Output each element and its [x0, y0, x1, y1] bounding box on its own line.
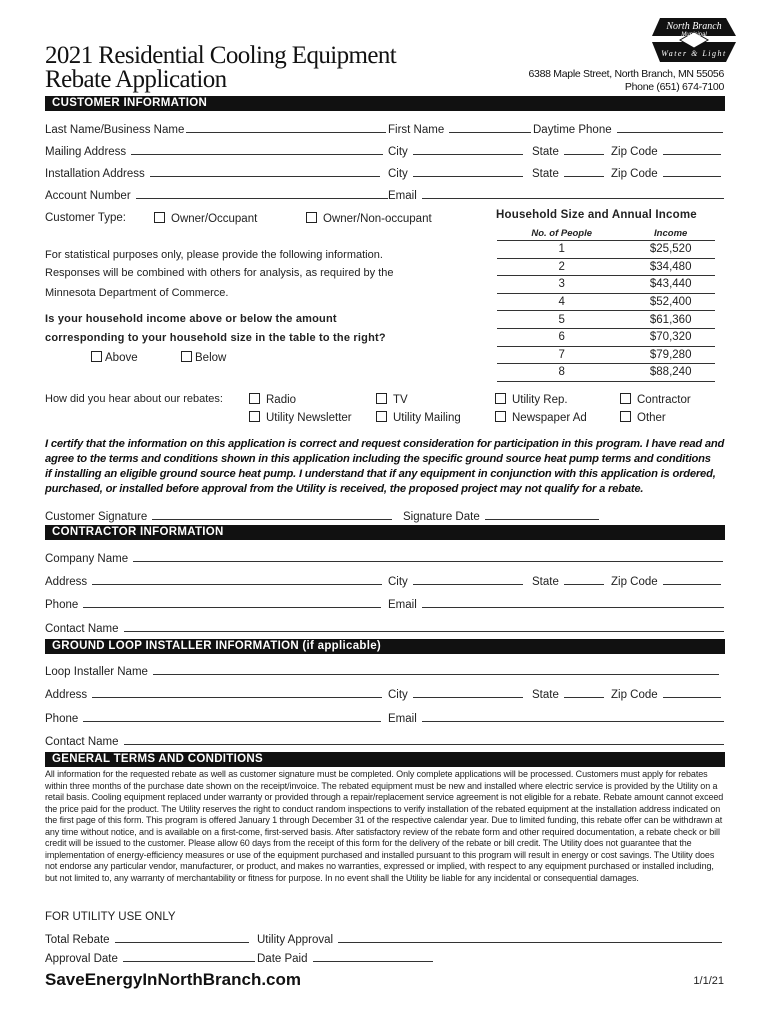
- contractor-city-field[interactable]: [388, 573, 523, 588]
- email-label: Email: [388, 599, 417, 611]
- income-cell: $43,440: [626, 276, 715, 294]
- people-cell: 7: [497, 346, 626, 364]
- form-title: [45, 44, 396, 92]
- above-option[interactable]: [91, 351, 138, 364]
- loop-state-field[interactable]: [532, 686, 604, 701]
- mailing-option[interactable]: [376, 411, 461, 424]
- people-cell: 2: [497, 258, 626, 276]
- people-cell: 5: [497, 311, 626, 329]
- date-paid-label: Date Paid: [257, 953, 308, 965]
- utility-address-block: [529, 68, 724, 94]
- people-cell: 6: [497, 328, 626, 346]
- loop-installer-section-header: GROUND LOOP INSTALLER INFORMATION (if applicable): [45, 639, 725, 654]
- utility-phone: Phone (651) 674-7100: [624, 81, 724, 93]
- income-cell: $34,480: [626, 258, 715, 276]
- income-table-header-income: Income: [626, 226, 715, 241]
- above-checkbox[interactable]: [91, 351, 102, 362]
- utility-rep-label: Utility Rep.: [512, 394, 568, 406]
- people-cell: 8: [497, 364, 626, 382]
- address-label: Address: [45, 576, 88, 588]
- mailing-address-label: Mailing Address: [45, 146, 127, 158]
- income-question-1: Is your household income above or below the amount: [45, 313, 337, 325]
- signature-label: Customer Signature: [45, 511, 148, 523]
- certification-line: purchased, or installed before approval from the Utility is received, the proposed project may not qualify for a rebate.: [45, 483, 644, 495]
- statistical-note-2: Responses will be combined with others for analysis, as required by the: [45, 267, 394, 279]
- table-row: [497, 293, 715, 311]
- installation-zip-field[interactable]: [611, 165, 721, 180]
- income-cell: $70,320: [626, 328, 715, 346]
- radio-label: Radio: [266, 394, 297, 406]
- state-label: State: [532, 576, 559, 588]
- approval-date-field[interactable]: [45, 950, 255, 965]
- website-link[interactable]: SaveEnergyInNorthBranch.com: [45, 970, 302, 989]
- below-checkbox[interactable]: [181, 351, 192, 362]
- state-label: State: [532, 689, 559, 701]
- loop-email-field[interactable]: [388, 710, 724, 725]
- tv-checkbox[interactable]: [376, 393, 387, 404]
- mailing-zip-field[interactable]: [611, 143, 721, 158]
- newsletter-checkbox[interactable]: [249, 411, 260, 422]
- income-question-2: corresponding to your household size in the table to the right?: [45, 332, 386, 344]
- utility-logo: [650, 14, 738, 66]
- other-label: Other: [637, 412, 666, 424]
- contractor-state-field[interactable]: [532, 573, 604, 588]
- certification-line: I certify that the information on this application is correct and request consideration for participation in this program. I have read and: [45, 438, 725, 450]
- total-rebate-field[interactable]: [45, 931, 249, 946]
- svg-text:North Branch: North Branch: [666, 21, 722, 32]
- contractor-label: Contractor: [637, 394, 691, 406]
- phone-label: Phone: [45, 599, 79, 611]
- income-cell: $88,240: [626, 364, 715, 382]
- loop-installer-name-label: Loop Installer Name: [45, 666, 148, 678]
- above-label: Above: [105, 352, 138, 364]
- daytime-phone-label: Daytime Phone: [533, 124, 612, 136]
- installation-city-field[interactable]: [388, 165, 523, 180]
- mailing-label: Utility Mailing: [393, 412, 461, 424]
- income-cell: $52,400: [626, 293, 715, 311]
- other-checkbox[interactable]: [620, 411, 631, 422]
- income-cell: $25,520: [626, 241, 715, 259]
- daytime-phone-field[interactable]: [533, 121, 723, 136]
- statistical-note-1: For statistical purposes only, please provide the following information.: [45, 249, 383, 261]
- hear-about-label: How did you hear about our rebates:: [45, 393, 223, 405]
- income-table-title: Household Size and Annual Income: [496, 209, 697, 221]
- title-line-2: Rebate Application: [45, 66, 227, 93]
- contact-name-label: Contact Name: [45, 623, 119, 635]
- total-rebate-label: Total Rebate: [45, 934, 110, 946]
- customer-section-header: CUSTOMER INFORMATION: [45, 96, 725, 111]
- table-row: [497, 346, 715, 364]
- address-label: Address: [45, 689, 88, 701]
- table-row: [497, 258, 715, 276]
- company-name-label: Company Name: [45, 553, 129, 565]
- terms-body: All information for the requested rebate as well as customer signature must be completed. Only complete applications will be processed. Customers must apply for rebates within three months of the purchase date shown on the receipt/invoice. The rebated equipment must be new and installed where electric service is provided by the Utility on a retail basis. Cooling equipment replaced under warranty or provided through a repair/replacement service agreement is not eligible for a rebate. Rebate amount cannot exceed the price paid for the product. The Utility reserves the right to conduct random inspections to verify installation of the rebated equipment at the installation address indicated on the first page of this form. This program is offered January 1 through December 31 of the respective calendar year. Due to limited funding, this rebate offer can be withdrawn at any time without notice, and is available on a first-come, first-served basis. After satisfactory review of the rebate form and other required documentation, a rebate check or bill credit will be issued to the customer. Please allow 60 days from the receipt of this form for the delivery of the rebate or bill credit. The Utility does not guarantee that the implementation of energy-efficiency measures or use of the equipment purchased and installed pursuant to this program will result in energy or cost savings. The Utility does not endorse any particular vendor, manufacturer, or product, and makes no warranties, expressed or implied, with respect to any equipment purchased or installed including, but not limited to, any warranty of merchantability or fitness for purpose. In no event shall the Utility be liable for any incidental or consequential damages.: [45, 769, 724, 883]
- first-name-field[interactable]: [388, 121, 531, 136]
- radio-checkbox[interactable]: [249, 393, 260, 404]
- contractor-zip-field[interactable]: [611, 573, 721, 588]
- below-option[interactable]: [181, 351, 226, 364]
- people-cell: 4: [497, 293, 626, 311]
- newsletter-option[interactable]: [249, 411, 352, 424]
- certification-line: if installing an eligible ground source heat pump. I understand that if any equipment in conjunction with this application is ordered,: [45, 468, 716, 480]
- contractor-email-field[interactable]: [388, 596, 724, 611]
- zip-label: Zip Code: [611, 168, 658, 180]
- statistical-note-3: Minnesota Department of Commerce.: [45, 287, 229, 299]
- email-label: Email: [388, 190, 417, 202]
- utility-use-heading: FOR UTILITY USE ONLY: [45, 911, 176, 923]
- table-row: [497, 311, 715, 329]
- installation-address-field[interactable]: [45, 165, 380, 180]
- newsletter-label: Utility Newsletter: [266, 412, 352, 424]
- loop-installer-name-field[interactable]: [45, 663, 719, 678]
- income-table-header-people: No. of People: [497, 226, 626, 241]
- newspaper-label: Newspaper Ad: [512, 412, 587, 424]
- loop-address-field[interactable]: [45, 686, 382, 701]
- installation-state-field[interactable]: [532, 165, 604, 180]
- radio-option[interactable]: [249, 393, 296, 406]
- other-option[interactable]: [620, 411, 666, 424]
- owner-occupant-option[interactable]: [154, 212, 257, 225]
- table-row: [497, 241, 715, 259]
- income-cell: $61,360: [626, 311, 715, 329]
- svg-text:Water & Light: Water & Light: [661, 49, 727, 58]
- customer-email-field[interactable]: [388, 187, 724, 202]
- utility-approval-field[interactable]: [257, 931, 722, 946]
- below-label: Below: [195, 352, 227, 364]
- table-row: [497, 328, 715, 346]
- customer-signature-field[interactable]: [45, 508, 392, 523]
- signature-date-label: Signature Date: [403, 511, 480, 523]
- zip-label: Zip Code: [611, 146, 658, 158]
- table-row: [497, 276, 715, 294]
- newspaper-option[interactable]: [495, 411, 587, 424]
- mailing-address-field[interactable]: [45, 143, 383, 158]
- loop-city-field[interactable]: [388, 686, 523, 701]
- utility-rep-checkbox[interactable]: [495, 393, 506, 404]
- svg-text:Municipal: Municipal: [681, 32, 707, 38]
- owner-occupant-label: Owner/Occupant: [171, 213, 258, 225]
- terms-section-header: GENERAL TERMS AND CONDITIONS: [45, 752, 725, 767]
- phone-label: Phone: [45, 713, 79, 725]
- city-label: City: [388, 576, 408, 588]
- tv-label: TV: [393, 394, 408, 406]
- owner-non-occupant-option[interactable]: [306, 212, 432, 225]
- utility-rep-option[interactable]: [495, 393, 568, 406]
- date-paid-field[interactable]: [257, 950, 433, 965]
- loop-contact-field[interactable]: [45, 733, 724, 748]
- contractor-phone-field[interactable]: [45, 596, 381, 611]
- company-name-field[interactable]: [45, 550, 723, 565]
- contractor-checkbox[interactable]: [620, 393, 631, 404]
- customer-type-label: Customer Type:: [45, 212, 126, 224]
- tv-option[interactable]: [376, 393, 408, 406]
- utility-approval-label: Utility Approval: [257, 934, 334, 946]
- signature-date-field[interactable]: [403, 508, 599, 523]
- mailing-state-field[interactable]: [532, 143, 604, 158]
- title-line-1: 2021 Residential Cooling Equipment: [45, 42, 397, 69]
- newspaper-checkbox[interactable]: [495, 411, 506, 422]
- owner-non-occupant-checkbox[interactable]: [306, 212, 317, 223]
- loop-zip-field[interactable]: [611, 686, 721, 701]
- contact-name-label: Contact Name: [45, 736, 119, 748]
- first-name-label: First Name: [388, 124, 445, 136]
- table-row: [497, 364, 715, 382]
- contractor-section-header: CONTRACTOR INFORMATION: [45, 525, 725, 540]
- mailing-city-field[interactable]: [388, 143, 523, 158]
- utility-address: 6388 Maple Street, North Branch, MN 55056: [528, 68, 724, 80]
- city-label: City: [388, 689, 408, 701]
- contractor-contact-field[interactable]: [45, 620, 724, 635]
- account-number-label: Account Number: [45, 190, 131, 202]
- last-name-label: Last Name/Business Name: [45, 124, 185, 136]
- city-label: City: [388, 146, 408, 158]
- last-name-field[interactable]: [45, 121, 386, 136]
- city-label: City: [388, 168, 408, 180]
- account-number-field[interactable]: [45, 187, 388, 202]
- certification-statement: [45, 437, 735, 497]
- loop-phone-field[interactable]: [45, 710, 381, 725]
- mailing-checkbox[interactable]: [376, 411, 387, 422]
- state-label: State: [532, 146, 559, 158]
- income-table: [497, 226, 715, 382]
- people-cell: 3: [497, 276, 626, 294]
- zip-label: Zip Code: [611, 689, 658, 701]
- people-cell: 1: [497, 241, 626, 259]
- certification-line: agree to the terms and conditions shown in this application including the specific ground source heat pump terms and conditions: [45, 453, 711, 465]
- owner-occupant-checkbox[interactable]: [154, 212, 165, 223]
- state-label: State: [532, 168, 559, 180]
- approval-date-label: Approval Date: [45, 953, 118, 965]
- income-cell: $79,280: [626, 346, 715, 364]
- installation-address-label: Installation Address: [45, 168, 145, 180]
- email-label: Email: [388, 713, 417, 725]
- form-revision-date: 1/1/21: [693, 975, 724, 987]
- owner-non-occupant-label: Owner/Non-occupant: [323, 213, 432, 225]
- contractor-option[interactable]: [620, 393, 691, 406]
- contractor-address-field[interactable]: [45, 573, 382, 588]
- zip-label: Zip Code: [611, 576, 658, 588]
